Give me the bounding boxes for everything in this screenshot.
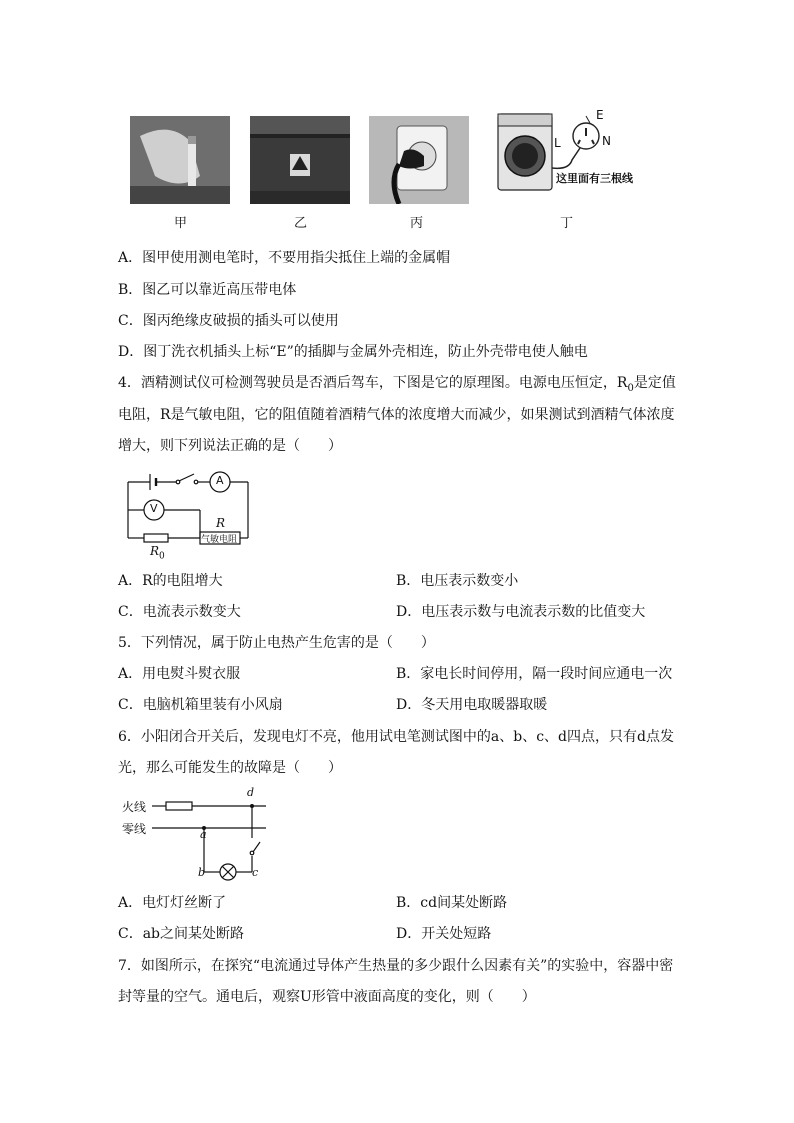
q4-option-a: A．R的电阻增大 xyxy=(118,573,223,589)
r0-letter: R xyxy=(150,544,160,558)
q6-stem-line1: 6．小阳闭合开关后，发现电灯不亮，他用试电笔测试图中的a、b、c、d四点，只有d点发 xyxy=(118,729,674,745)
q7-stem-line1: 7．如图所示，在探究“电流通过导体产生热量的多少跟什么因素有关”的实验中，容器中密 xyxy=(118,958,674,974)
q5-stem: 5．下列情况，属于防止电热产生危害的是（ ） xyxy=(118,635,435,651)
q4-option-d: D．电压表示数与电流表示数的比值变大 xyxy=(396,604,646,620)
resistor-r-label: R xyxy=(216,516,226,530)
q5-option-a: A．用电熨斗熨衣服 xyxy=(118,666,241,682)
ding-label-N: N xyxy=(602,134,611,148)
q4-option-c: C．电流表示数变大 xyxy=(118,604,241,620)
caption-ding: 丁 xyxy=(560,216,574,231)
q6-option-c: C．ab之间某处断路 xyxy=(118,926,245,942)
q6-circuit-diagram xyxy=(120,786,280,882)
q3-option-b: B．图乙可以靠近高压带电体 xyxy=(118,282,297,298)
point-a-label: a xyxy=(200,828,207,841)
ammeter-label: A xyxy=(216,474,224,487)
q4-stem-line1 xyxy=(118,373,676,399)
q4-stem-line2: 电阻，R是气敏电阻，它的阻值随着酒精气体的浓度增大而减少，如果测试到酒精气体浓度 xyxy=(118,407,675,423)
q6-option-b: B．cd间某处断路 xyxy=(396,895,508,911)
live-wire-label: 火线 xyxy=(122,800,147,814)
gas-sensor-label: 气敏电阻 xyxy=(201,535,238,545)
caption-jia: 甲 xyxy=(174,216,188,231)
ding-note: 这里面有三根线 xyxy=(556,172,633,185)
figure-bing-photo xyxy=(369,116,469,204)
r0-sub: 0 xyxy=(159,551,165,562)
q4-circuit-diagram xyxy=(120,468,260,560)
q6-option-d: D．开关处短路 xyxy=(396,926,492,942)
resistor-r0-label xyxy=(150,544,165,561)
q3-option-c: C．图丙绝缘皮破损的插头可以使用 xyxy=(118,313,339,329)
q6-stem-line2: 光，那么可能发生的故障是（ ） xyxy=(118,760,342,776)
caption-bing: 丙 xyxy=(410,216,424,231)
figure-jia-photo xyxy=(130,116,230,204)
point-d-label: d xyxy=(247,786,255,799)
voltmeter-label: V xyxy=(150,502,158,515)
ding-label-L: L xyxy=(554,136,561,150)
q5-option-c: C．电脑机箱里装有小风扇 xyxy=(118,697,283,713)
caption-yi: 乙 xyxy=(294,216,308,231)
figure-yi-photo xyxy=(250,116,350,204)
neutral-wire-label: 零线 xyxy=(122,822,147,836)
q4-stem-line3: 增大，则下列说法正确的是（ ） xyxy=(118,438,342,454)
q7-stem-line2: 封等量的空气。通电后，观察U形管中液面高度的变化，则（ ） xyxy=(118,989,536,1005)
ding-label-E: E xyxy=(596,108,604,122)
q5-option-d: D．冬天用电取暖器取暖 xyxy=(396,697,548,713)
q3-option-a: A．图甲使用测电笔时，不要用指尖抵住上端的金属帽 xyxy=(118,250,451,266)
point-b-label: b xyxy=(198,866,206,879)
q5-option-b: B．家电长时间停用，隔一段时间应通电一次 xyxy=(396,666,673,682)
figure-ding xyxy=(494,108,654,208)
point-c-label: c xyxy=(252,866,259,879)
q4-stem-line1-end: 是定值 xyxy=(633,375,676,391)
q4-stem-line1-text: 4．酒精测试仪可检测驾驶员是否酒后驾车，下图是它的原理图。电源电压恒定，R xyxy=(118,375,628,391)
q4-r0-subscript: 0 xyxy=(627,382,634,394)
q4-option-b: B．电压表示数变小 xyxy=(396,573,519,589)
q6-option-a: A．电灯灯丝断了 xyxy=(118,895,227,911)
q3-option-d: D．图丁洗衣机插头上标“E”的插脚与金属外壳相连，防止外壳带电使人触电 xyxy=(118,344,588,360)
